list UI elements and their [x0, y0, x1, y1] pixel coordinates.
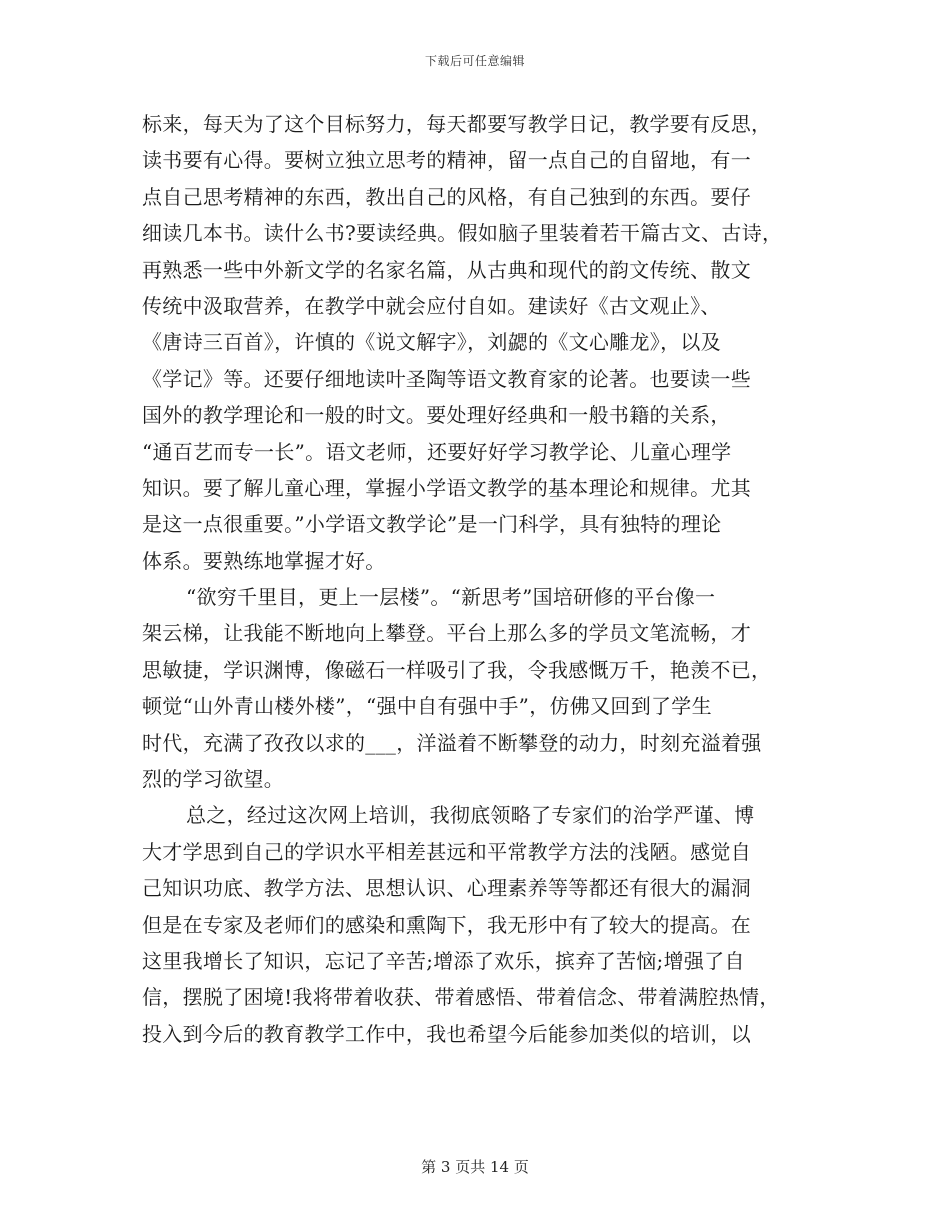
text-line: 投入到今后的教育教学工作中，我也希望今后能参加类似的培训，以: [142, 1021, 751, 1046]
text-line: 细读几本书。读什么书?要读经典。假如脑子里装着若干篇古文、古诗，: [142, 221, 783, 246]
page-header: 下载后可任意编辑: [424, 54, 525, 68]
text-line: 己知识功底、教学方法、思想认识、心理素养等等都还有很大的漏洞: [142, 876, 751, 901]
text-line: 总之，经过这次网上培训，我彻底领略了专家们的治学严谨、博: [186, 803, 755, 828]
text-line: 信，摆脱了困境!我将带着收获、带着感悟、带着信念、带着满腔热情，: [142, 985, 780, 1010]
text-line: 点自己思考精神的东西，教出自己的风格，有自己独到的东西。要仔: [142, 184, 751, 209]
text-line: 《唐诗三百首》，许慎的《说文解字》，刘勰的《文心雕龙》，以及: [142, 330, 721, 355]
text-line: 再熟悉一些中外新文学的名家名篇，从古典和现代的韵文传统、散文: [142, 257, 751, 282]
text-line: 思敏捷，学识渊博，像磁石一样吸引了我，令我感慨万千，艳羡不已，: [142, 657, 772, 682]
text-line: 《学记》等。还要仔细地读叶圣陶等语文教育家的论著。也要读一些: [142, 366, 751, 391]
text-line: 传统中汲取营养，在教学中就会应付自如。建读好《古文观止》、: [142, 293, 721, 318]
text-line: 顿觉“山外青山楼外楼”，“强中自有强中手”，仿佛又回到了学生: [142, 694, 712, 719]
text-line: 是这一点很重要。”小学语文教学论”是一门科学，具有独特的理论: [142, 512, 722, 537]
text-line: 体系。要熟练地掌握才好。: [142, 548, 386, 573]
text-line: 知识。要了解儿童心理，掌握小学语文教学的基本理论和规律。尤其: [142, 475, 751, 500]
text-line: 但是在专家及老师们的感染和熏陶下，我无形中有了较大的提高。在: [142, 912, 751, 937]
text-line: 这里我增长了知识，忘记了辛苦;增添了欢乐，摈弃了苦恼;增强了自: [142, 948, 745, 973]
text-line: 烈的学习欲望。: [142, 767, 285, 792]
text-line: “通百艺而专一长”。语文老师，还要好好学习教学论、儿童心理学: [142, 439, 732, 464]
text-line: 国外的教学理论和一般的时文。要处理好经典和一般书籍的关系，: [142, 403, 731, 428]
text-line: 读书要有心得。要树立独立思考的精神，留一点自己的自留地，有一: [142, 148, 751, 173]
text-line: “欲穷千里目，更上一层楼”。“新思考”国培研修的平台像一: [186, 585, 716, 610]
text-line: 架云梯，让我能不断地向上攀登。平台上那么多的学员文笔流畅，才: [142, 621, 751, 646]
page-footer: 第 3 页共 14 页: [421, 1158, 529, 1176]
text-line: 大才学思到自己的学识水平相差甚远和平常教学方法的浅陋。感觉自: [142, 839, 751, 864]
text-line: 时代，充满了孜孜以求的___，洋溢着不断攀登的动力，时刻充溢着强: [142, 730, 762, 755]
text-line: 标来，每天为了这个目标努力，每天都要写教学日记，教学要有反思，: [142, 112, 772, 136]
document-body: [142, 106, 812, 1052]
